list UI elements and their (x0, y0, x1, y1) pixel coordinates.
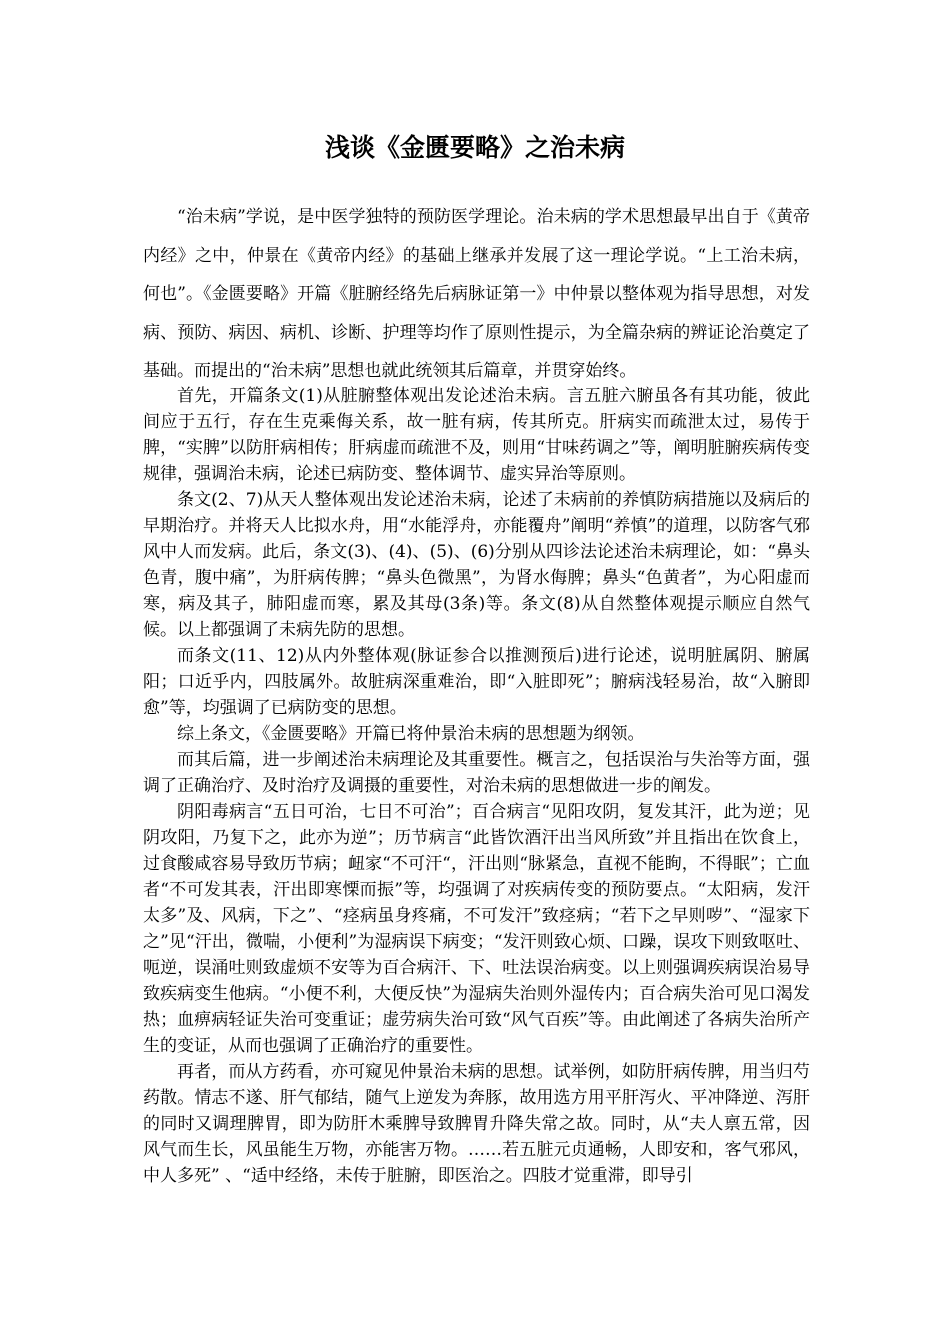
paragraph: 阴阳毒病言“五日可治，七日不可治”；百合病言“见阳攻阴，复发其汗，此为逆；见阴攻阳，乃复下之，此亦为逆”；历节病言“此皆饮酒汗出当风所致”并且指出在饮食上，过食酸咸容易导致历节病；衄家“不可汗“，汗出则“脉紧急，直视不能眴，不得眠”；亡血者“不可发其表，汗出即寒慄而振”等，均强调了对疾病传变的预防要点。“太阳病，发汗太多”及、风病，下之”、“痉病虽身疼痛，不可发汗”致痉病；“若下之早则哕”、“湿家下之”见“汗出，微喘，小便利”为湿病误下病变；“发汗则致心烦、口躁，误攻下则致呕吐、呃逆，误涌吐则致虚烦不安等为百合病汗、下、吐法误治病变。以上则强调疾病误治易导致疾病变生他病。“小便不利，大便反快”为湿病失治则外湿传内；百合病失治可见口渴发热；血痹病轻证失治可变重证；虚劳病失治可致“风气百疾”等。由此阐述了各病失治所产生的变证，从而也强调了正确治疗的重要性。 (143, 802, 810, 1056)
page-title: 浅谈《金匮要略》之治未病 (324, 133, 625, 162)
intro-paragraph: “治未病”学说，是中医学独特的预防医学理论。治未病的学术思想最早出自于《黄帝内经》之中，仲景在《黄帝内经》的基础上继承并发展了这一理论学说。“上工治未病，何也”。《金匮要略》开篇《脏腑经络先后病脉证第一》中仲景以整体观为指导思想，对发病、预防、病因、病机、诊断、护理等均作了原则性提示，为全篇杂病的辨证论治奠定了基础。而提出的“治未病”思想也就此统领其后篇章，并贯穿始终。 (143, 207, 810, 381)
paragraph: 再者，而从方药看，亦可窥见仲景治未病的思想。试举例，如防肝病传脾，用当归芍药散。情志不遂、肝气郁结，随气上逆发为奔豚，故用选方用平肝泻火、平冲降逆、泻肝的同时又调理脾胃，即为防肝木乘脾导致脾胃升降失常之故。同时，从“夫人禀五常，因风气而生长，风虽能生万物，亦能害万物。……若五脏元贞通畅，人即安和，客气邪风，中人多死” 、“适中经络，未传于脏腑，即医治之。四肢才觉重滞，即导引 (143, 1062, 810, 1186)
paragraph: 而条文(11、12)从内外整体观(脉证参合以推测预后)进行论述，说明脏属阴、腑属阳；口近乎内，四肢属外。故脏病深重难治，即“入脏即死”；腑病浅轻易治，故“入腑即愈”等，均强调了已病防变的思想。 (143, 646, 810, 718)
paragraph: 条文(2、7)从天人整体观出发论述治未病，论述了未病前的养慎防病措施以及病后的早期治疗。并将天人比拟水舟，用“水能浮舟，亦能覆舟”阐明“养慎”的道理，以防客气邪风中人而发病。此后，条文(3)、(4)、(5)、(6)分别从四诊法论述治未病理论，如：“鼻头色青，腹中痛”，为肝病传脾；“鼻头色微黑”，为肾水侮脾；鼻头“色黄者”，为心阳虚而寒，病及其子，肺阳虚而寒，累及其母(3条)等。条文(8)从自然整体观提示顺应自然气候。以上都强调了未病先防的思想。 (143, 490, 810, 640)
paragraph: 综上条文，《金匮要略》开篇已将仲景治未病的思想题为纲领。 (177, 724, 645, 744)
paragraph: 而其后篇，进一步阐述治未病理论及其重要性。概言之，包括误治与失治等方面，强调了正确治疗、及时治疗及调摄的重要性，对治未病的思想做进一步的阐发。 (143, 750, 810, 796)
paragraph: 首先，开篇条文(1)从脏腑整体观出发论述治未病。言五脏六腑虽各有其功能，彼此间应于五行，存在生克乘侮关系，故一脏有病，传其所克。肝病实而疏泄太过，易传于脾，“实脾”以防肝病相传；肝病虚而疏泄不及，则用“甘味药调之”等，阐明脏腑疾病传变规律，强调治未病，论述已病防变、整体调节、虚实异治等原则。 (143, 386, 810, 484)
main-text (143, 383, 810, 1189)
